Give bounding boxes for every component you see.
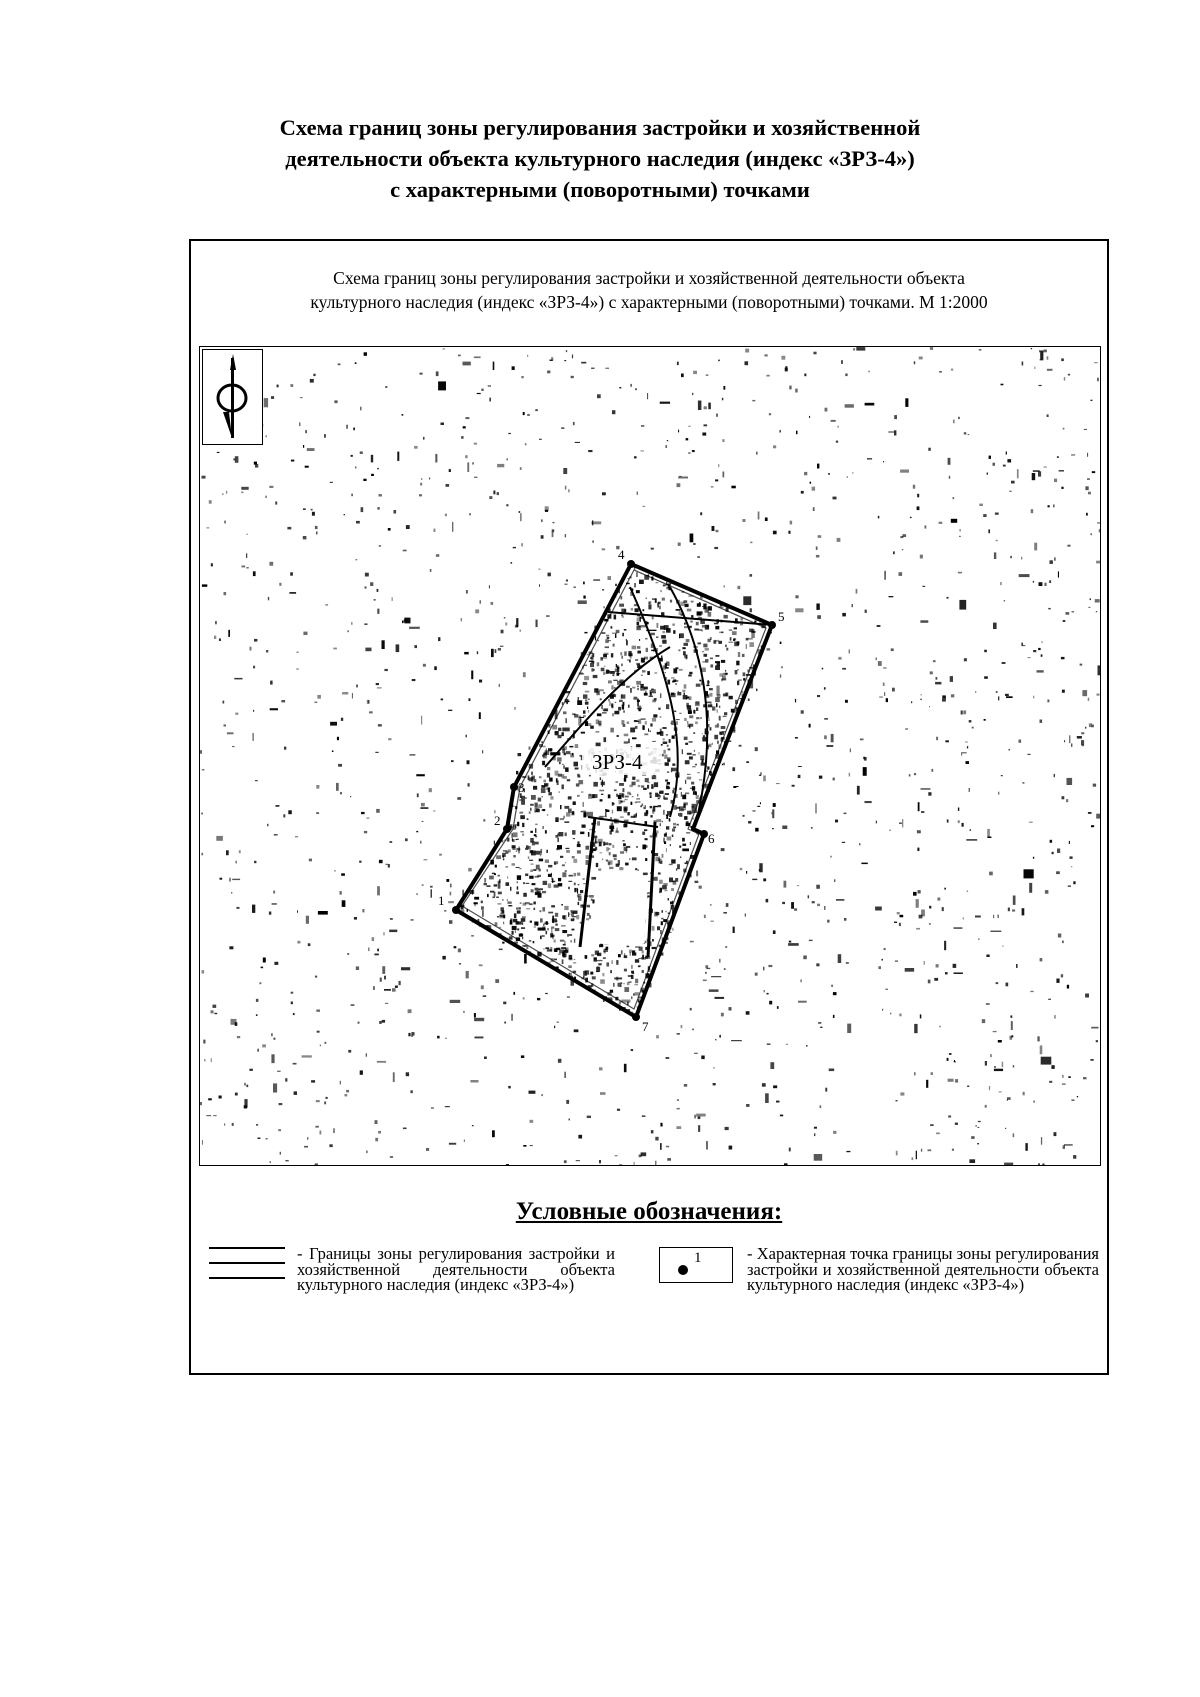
legend-title: Условные обозначения:	[515, 1198, 783, 1225]
north-arrow-icon	[203, 350, 261, 443]
point-label-2: 2	[494, 813, 501, 828]
north-arrow-box	[202, 349, 263, 445]
document-title-line-3: с характерными (поворотными) точками	[390, 177, 810, 202]
document-title-line-1: Схема границ зоны регулирования застройки и хозяйственной	[279, 115, 921, 140]
point-label-5: 5	[778, 609, 785, 624]
zone-clearing	[592, 873, 649, 946]
point-label-4: 4	[618, 547, 625, 562]
legend-boundary-text: - Границы зоны регулирования застройки и хозяйственной деятельности объекта культурного наследия (индекс «ЗРЗ-4»)	[297, 1244, 615, 1294]
map-view[interactable]	[199, 346, 1101, 1166]
zone-point-labels	[438, 547, 785, 1034]
point-symbol	[659, 1247, 733, 1283]
point-dot-icon	[678, 1265, 688, 1275]
legend-point-text: - Характерная точка границы зоны регулирования застройки и хозяйственной деятельности объекта культурного наследия (индекс «ЗРЗ-4»)	[747, 1244, 1099, 1294]
map-caption	[213, 266, 1085, 314]
document-title	[150, 112, 1050, 205]
document-title-line-2: деятельности объекта культурного наследия (индекс «ЗРЗ-4»)	[285, 146, 915, 171]
map-caption-line-1: Схема границ зоны регулирования застройки и хозяйственной деятельности объекта	[333, 268, 965, 288]
point-label-3: 3	[518, 780, 525, 795]
scheme-frame	[189, 239, 1109, 1375]
point-symbol-label: 1	[694, 1250, 702, 1266]
point-label-1: 1	[438, 893, 445, 908]
map-canvas	[200, 347, 1101, 1166]
point-label-7: 7	[642, 1019, 649, 1034]
zone-label: ЗРЗ-4	[592, 750, 643, 774]
boundary-line-symbol	[209, 1247, 285, 1279]
map-caption-line-2: культурного наследия (индекс «ЗРЗ-4») с характерными (поворотными) точками. М 1:2000	[310, 292, 988, 312]
point-label-6: 6	[708, 831, 715, 846]
zone-texture	[460, 566, 772, 1014]
